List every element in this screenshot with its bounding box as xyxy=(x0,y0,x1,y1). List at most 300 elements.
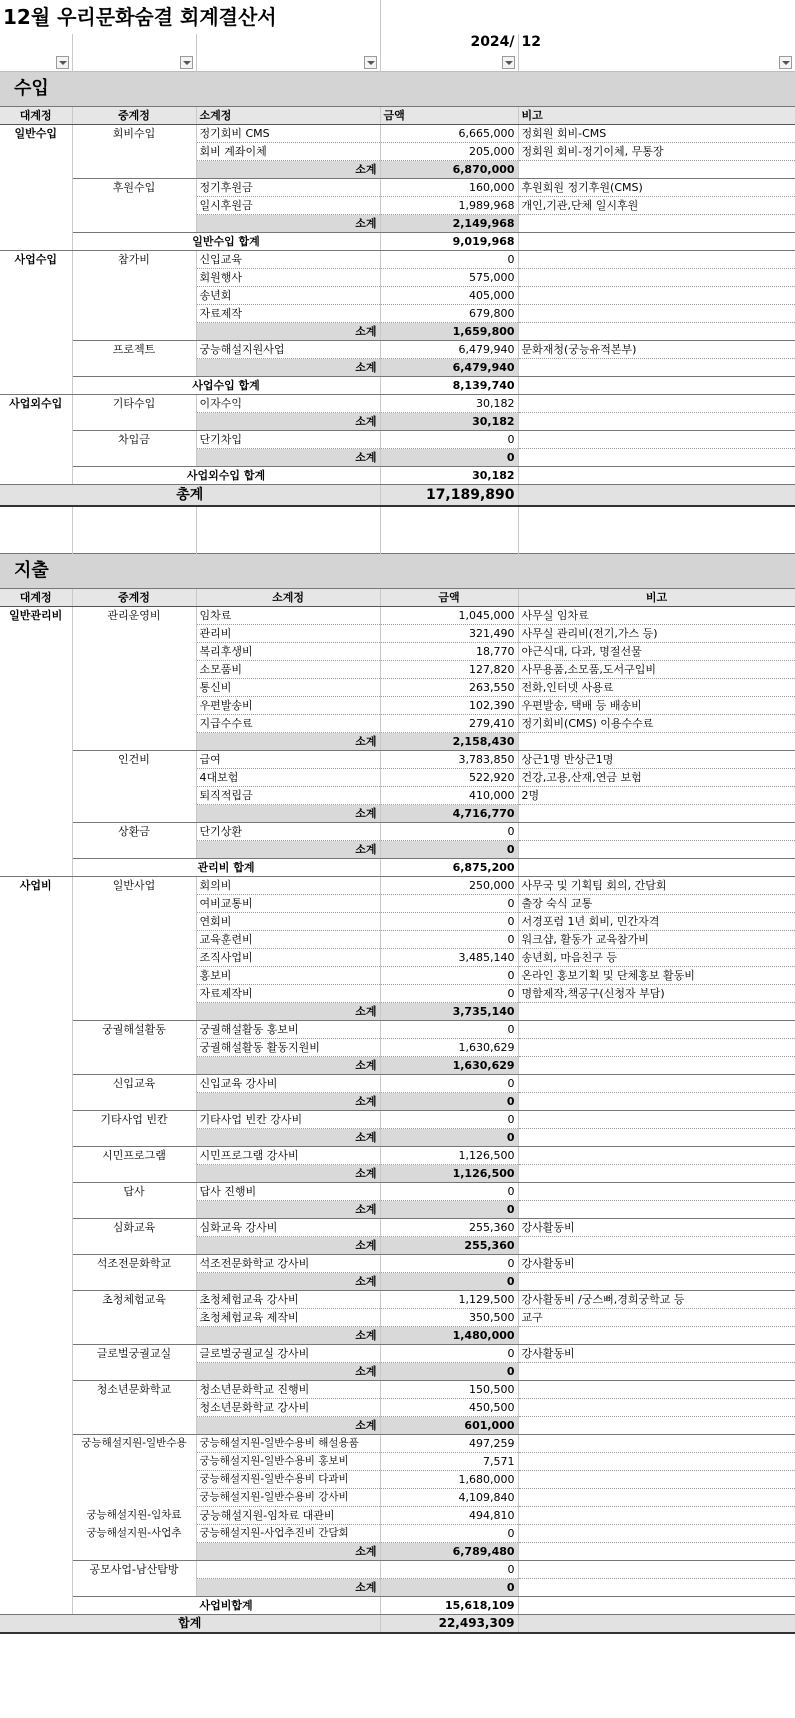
amount-cell: 0 xyxy=(380,895,518,913)
amount-cell: 1,045,000 xyxy=(380,607,518,625)
amount-cell: 0 xyxy=(380,823,518,841)
mid-account: 궁능해설지원-일반수용 xyxy=(72,1435,196,1453)
subtotal-value: 255,360 xyxy=(380,1237,518,1255)
mid-account: 차입금 xyxy=(72,430,196,466)
grand-total-label: 합계 xyxy=(0,1615,380,1634)
amount-cell: 0 xyxy=(380,1111,518,1129)
note-cell: 정기회비(CMS) 이용수수료 xyxy=(518,715,795,733)
subtotal-note xyxy=(518,1543,795,1561)
sheet-title: 12월 우리문화숨결 회계결산서 xyxy=(0,0,380,34)
amount-cell: 160,000 xyxy=(380,178,518,196)
group-total-row xyxy=(0,1597,795,1615)
blank-cell xyxy=(518,506,795,530)
sub-account: 일시후원금 xyxy=(196,196,380,214)
amount-cell: 679,800 xyxy=(380,304,518,322)
amount-cell: 0 xyxy=(380,1561,518,1579)
grand-total-value: 22,493,309 xyxy=(380,1615,518,1634)
amount-cell: 1,680,000 xyxy=(380,1471,518,1489)
note-cell: 우편발송, 택배 등 배송비 xyxy=(518,697,795,715)
blank-cell xyxy=(380,530,518,554)
sub-account: 궁능해설지원-일반수용비 강사비 xyxy=(196,1489,380,1507)
subtotal-note xyxy=(518,1273,795,1291)
filter-dropdown-icon[interactable] xyxy=(56,56,69,69)
subtotal-label: 소계 xyxy=(196,841,380,859)
group-total-value: 15,618,109 xyxy=(380,1597,518,1615)
subtotal-value: 0 xyxy=(380,841,518,859)
note-cell: 송년회, 마음친구 등 xyxy=(518,949,795,967)
subtotal-note xyxy=(518,1237,795,1255)
grand-total-label: 총계 xyxy=(0,484,380,506)
subtotal-value: 6,870,000 xyxy=(380,160,518,178)
mid-account-blank xyxy=(72,1453,196,1471)
note-cell: 온라인 홍보기획 및 단체홍보 활동비 xyxy=(518,967,795,985)
subtotal-value: 1,480,000 xyxy=(380,1327,518,1345)
amount-cell: 4,109,840 xyxy=(380,1489,518,1507)
subtotal-note xyxy=(518,412,795,430)
note-cell: 건강,고용,산재,연금 보험 xyxy=(518,769,795,787)
note-cell xyxy=(518,1471,795,1489)
sub-account: 복리후생비 xyxy=(196,643,380,661)
sub-account: 궁능해설지원-사업추진비 간담회 xyxy=(196,1525,380,1543)
header-major-account: 대계정 xyxy=(0,589,72,607)
group-total-row xyxy=(0,859,795,877)
subtotal-label: 소계 xyxy=(196,805,380,823)
amount-cell: 1,126,500 xyxy=(380,1147,518,1165)
amount-cell: 0 xyxy=(380,1345,518,1363)
mid-account: 시민프로그램 xyxy=(72,1147,196,1183)
subtotal-label: 소계 xyxy=(196,1165,380,1183)
sub-account: 송년회 xyxy=(196,286,380,304)
sub-account: 홍보비 xyxy=(196,967,380,985)
header-note: 비고 xyxy=(518,589,795,607)
sub-account: 청소년문화학교 강사비 xyxy=(196,1399,380,1417)
note-cell: 서경포럼 1년 회비, 민간자격 xyxy=(518,913,795,931)
note-cell: 사무국 및 기획팀 회의, 간담회 xyxy=(518,877,795,895)
sub-account: 초청체험교육 제작비 xyxy=(196,1309,380,1327)
grand-total-note xyxy=(518,484,795,506)
table-row xyxy=(0,178,795,196)
mid-account: 관리운영비 xyxy=(72,607,196,751)
filter-dropdown-icon[interactable] xyxy=(779,56,792,69)
mid-account: 일반사업 xyxy=(72,877,196,1021)
sub-account: 정기후원금 xyxy=(196,178,380,196)
subtotal-note xyxy=(518,448,795,466)
table-row xyxy=(0,1561,795,1579)
amount-cell: 0 xyxy=(380,1255,518,1273)
note-cell: 후원회원 정기후원(CMS) xyxy=(518,178,795,196)
subtotal-value: 6,789,480 xyxy=(380,1543,518,1561)
amount-cell: 494,810 xyxy=(380,1507,518,1525)
blank-cell xyxy=(380,506,518,530)
sub-account: 지급수수료 xyxy=(196,715,380,733)
subtotal-value: 4,716,770 xyxy=(380,805,518,823)
mid-account: 프로젝트 xyxy=(72,340,196,376)
subtotal-note xyxy=(518,1129,795,1147)
grand-total-value: 17,189,890 xyxy=(380,484,518,506)
header-amount: 금액 xyxy=(380,589,518,607)
amount-cell: 410,000 xyxy=(380,787,518,805)
subtotal-value: 0 xyxy=(380,1273,518,1291)
subtotal-note xyxy=(518,1093,795,1111)
amount-cell: 3,783,850 xyxy=(380,751,518,769)
amount-cell: 0 xyxy=(380,1525,518,1543)
sub-account: 회의비 xyxy=(196,877,380,895)
amount-cell: 3,485,140 xyxy=(380,949,518,967)
mid-account: 기타수입 xyxy=(72,394,196,430)
note-cell xyxy=(518,1039,795,1057)
subtotal-label: 소계 xyxy=(196,214,380,232)
note-cell: 정회원 회비-CMS xyxy=(518,124,795,142)
table-row xyxy=(0,1471,795,1489)
subtotal-label: 소계 xyxy=(196,1273,380,1291)
sub-account: 궁능해설지원-일반수용비 홍보비 xyxy=(196,1453,380,1471)
grand-total-note xyxy=(518,1615,795,1634)
amount-cell: 497,259 xyxy=(380,1435,518,1453)
subtotal-note xyxy=(518,1201,795,1219)
subtotal-value: 0 xyxy=(380,1093,518,1111)
note-cell: 강사활동비 xyxy=(518,1219,795,1237)
note-cell xyxy=(518,1147,795,1165)
header-mid-account: 중계정 xyxy=(72,106,196,124)
table-row xyxy=(0,1219,795,1237)
subtotal-label: 소계 xyxy=(196,1201,380,1219)
sub-account: 교육훈련비 xyxy=(196,931,380,949)
subtotal-note xyxy=(518,1363,795,1381)
amount-cell: 7,571 xyxy=(380,1453,518,1471)
subtotal-value: 0 xyxy=(380,1579,518,1597)
header-sub-account: 소계정 xyxy=(196,106,380,124)
blank-cell xyxy=(0,506,72,530)
subtotal-row xyxy=(0,1543,795,1561)
note-cell: 명함제작,책공구(신청자 부담) xyxy=(518,985,795,1003)
sub-account: 궁능해설지원사업 xyxy=(196,340,380,358)
note-cell: 사무실 임차료 xyxy=(518,607,795,625)
mid-account: 기타사업 빈칸 xyxy=(72,1111,196,1147)
group-total-note xyxy=(518,232,795,250)
mid-account: 답사 xyxy=(72,1183,196,1219)
subtotal-label: 소계 xyxy=(196,1327,380,1345)
major-account: 사업외수입 xyxy=(0,394,72,484)
subtotal-label: 소계 xyxy=(196,1579,380,1597)
note-cell xyxy=(518,1453,795,1471)
table-row xyxy=(0,1021,795,1039)
group-total-label: 사업비합계 xyxy=(72,1597,380,1615)
mid-account: 후원수입 xyxy=(72,178,196,232)
amount-cell: 0 xyxy=(380,913,518,931)
amount-cell: 0 xyxy=(380,931,518,949)
mid-account: 회비수입 xyxy=(72,124,196,178)
note-cell xyxy=(518,1525,795,1543)
table-row xyxy=(0,394,795,412)
subtotal-label: 소계 xyxy=(196,358,380,376)
sub-account: 단기차입 xyxy=(196,430,380,448)
subtotal-value: 1,126,500 xyxy=(380,1165,518,1183)
note-cell xyxy=(518,1507,795,1525)
subtotal-value: 6,479,940 xyxy=(380,358,518,376)
note-cell: 강사활동비 xyxy=(518,1255,795,1273)
filter-dropdown-icon[interactable] xyxy=(364,56,377,69)
note-cell xyxy=(518,394,795,412)
subtotal-label: 소계 xyxy=(196,322,380,340)
note-cell: 출장 숙식 교통 xyxy=(518,895,795,913)
filter-dropdown-icon[interactable] xyxy=(502,56,515,69)
mid-account: 궁능해설지원-사업추 xyxy=(72,1525,196,1543)
sub-account: 단기상환 xyxy=(196,823,380,841)
sub-account: 초청체험교육 강사비 xyxy=(196,1291,380,1309)
subtotal-value: 30,182 xyxy=(380,412,518,430)
amount-cell: 18,770 xyxy=(380,643,518,661)
mid-account-blank xyxy=(72,1543,196,1561)
mid-account: 궁궐해설활동 xyxy=(72,1021,196,1075)
group-total-value: 8,139,740 xyxy=(380,376,518,394)
note-cell xyxy=(518,430,795,448)
note-cell: 강사활동비 xyxy=(518,1345,795,1363)
major-account: 사업수입 xyxy=(0,250,72,394)
sub-account: 자료제작비 xyxy=(196,985,380,1003)
amount-cell: 279,410 xyxy=(380,715,518,733)
subtotal-value: 0 xyxy=(380,448,518,466)
amount-cell: 1,989,968 xyxy=(380,196,518,214)
group-total-value: 6,875,200 xyxy=(380,859,518,877)
sub-account: 신입교육 강사비 xyxy=(196,1075,380,1093)
note-cell: 정회원 회비-정기이체, 무통장 xyxy=(518,142,795,160)
sub-account: 4대보험 xyxy=(196,769,380,787)
amount-cell: 350,500 xyxy=(380,1309,518,1327)
table-row xyxy=(0,877,795,895)
table-row xyxy=(0,1381,795,1399)
table-row xyxy=(0,250,795,268)
section-header-row xyxy=(0,71,795,106)
sub-account: 심화교육 강사비 xyxy=(196,1219,380,1237)
amount-cell: 405,000 xyxy=(380,286,518,304)
subtotal-note xyxy=(518,1003,795,1021)
sub-account: 글로벌궁궐교실 강사비 xyxy=(196,1345,380,1363)
table-row xyxy=(0,1183,795,1201)
note-cell: 2명 xyxy=(518,787,795,805)
mid-account: 신입교육 xyxy=(72,1075,196,1111)
subtotal-label: 소계 xyxy=(196,1417,380,1435)
subtotal-label: 소계 xyxy=(196,448,380,466)
subtotal-value: 3,735,140 xyxy=(380,1003,518,1021)
column-header-row xyxy=(0,106,795,124)
group-total-row xyxy=(0,232,795,250)
header-amount: 금액 xyxy=(380,106,518,124)
table-row xyxy=(0,751,795,769)
sub-account: 궁능해설지원-일반수용비 해설용품 xyxy=(196,1435,380,1453)
blank-cell xyxy=(0,530,72,554)
note-cell: 전화,인터넷 사용료 xyxy=(518,679,795,697)
table-row xyxy=(0,1111,795,1129)
blank-row xyxy=(0,506,795,530)
column-header-row xyxy=(0,589,795,607)
subtotal-label: 소계 xyxy=(196,1003,380,1021)
blank-cell xyxy=(518,530,795,554)
amount-cell: 0 xyxy=(380,430,518,448)
amount-cell: 102,390 xyxy=(380,697,518,715)
blank-cell xyxy=(196,506,380,530)
subtotal-label: 소계 xyxy=(196,160,380,178)
amount-cell: 0 xyxy=(380,1183,518,1201)
subtotal-note xyxy=(518,214,795,232)
subtotal-note xyxy=(518,1327,795,1345)
sub-account: 석조전문화학교 강사비 xyxy=(196,1255,380,1273)
subtotal-note xyxy=(518,805,795,823)
sub-account: 회원행사 xyxy=(196,268,380,286)
sub-account: 우편발송비 xyxy=(196,697,380,715)
group-total-note xyxy=(518,859,795,877)
group-total-value: 30,182 xyxy=(380,466,518,484)
section-title: 수입 xyxy=(0,71,795,106)
section-title: 지출 xyxy=(0,554,795,589)
sub-account: 궁궐해설활동 홍보비 xyxy=(196,1021,380,1039)
amount-cell: 450,500 xyxy=(380,1399,518,1417)
sub-account: 이자수익 xyxy=(196,394,380,412)
sub-account: 궁궐해설활동 활동지원비 xyxy=(196,1039,380,1057)
table-row xyxy=(0,124,795,142)
sub-account: 조직사업비 xyxy=(196,949,380,967)
subtotal-note xyxy=(518,1417,795,1435)
section-header-row xyxy=(0,554,795,589)
sub-account: 임차료 xyxy=(196,607,380,625)
table-row xyxy=(0,1525,795,1543)
note-cell xyxy=(518,1381,795,1399)
sub-account: 기타사업 빈칸 강사비 xyxy=(196,1111,380,1129)
subtotal-label: 소계 xyxy=(196,1093,380,1111)
note-cell xyxy=(518,1075,795,1093)
sub-account: 퇴직적립금 xyxy=(196,787,380,805)
group-total-note xyxy=(518,376,795,394)
sub-account xyxy=(196,1561,380,1579)
amount-cell: 0 xyxy=(380,250,518,268)
note-cell: 개인,기관,단체 일시후원 xyxy=(518,196,795,214)
sub-account: 연회비 xyxy=(196,913,380,931)
table-row xyxy=(0,1147,795,1165)
grand-total-row xyxy=(0,1615,795,1634)
table-row xyxy=(0,1507,795,1525)
major-account: 일반수입 xyxy=(0,124,72,250)
subtotal-note xyxy=(518,1165,795,1183)
amount-cell: 263,550 xyxy=(380,679,518,697)
sub-account: 궁능해설지원-임차료 대관비 xyxy=(196,1507,380,1525)
amount-cell: 321,490 xyxy=(380,625,518,643)
group-total-row xyxy=(0,466,795,484)
amount-cell: 255,360 xyxy=(380,1219,518,1237)
mid-account: 초청체험교육 xyxy=(72,1291,196,1345)
sub-account: 시민프로그램 강사비 xyxy=(196,1147,380,1165)
subtotal-label: 소계 xyxy=(196,1057,380,1075)
subtotal-note xyxy=(518,733,795,751)
sub-account: 답사 진행비 xyxy=(196,1183,380,1201)
amount-cell: 30,182 xyxy=(380,394,518,412)
subtotal-note xyxy=(518,160,795,178)
amount-cell: 1,630,629 xyxy=(380,1039,518,1057)
note-cell xyxy=(518,1399,795,1417)
header-mid-account: 중계정 xyxy=(72,589,196,607)
year-cell: 2024/ xyxy=(380,34,518,51)
note-cell: 야근식대, 다과, 명절선물 xyxy=(518,643,795,661)
amount-cell: 575,000 xyxy=(380,268,518,286)
table-row xyxy=(0,823,795,841)
sub-account: 소모품비 xyxy=(196,661,380,679)
sub-account: 관리비 xyxy=(196,625,380,643)
note-cell xyxy=(518,286,795,304)
amount-cell: 1,129,500 xyxy=(380,1291,518,1309)
mid-account: 공모사업-남산탐방 xyxy=(72,1561,196,1597)
header-note: 비고 xyxy=(518,106,795,124)
note-cell xyxy=(518,1183,795,1201)
subtotal-label: 소계 xyxy=(196,1363,380,1381)
subtotal-label: 소계 xyxy=(196,733,380,751)
grand-total-row xyxy=(0,484,795,506)
note-cell: 사무용품,소모품,도서구입비 xyxy=(518,661,795,679)
subtotal-note xyxy=(518,841,795,859)
sub-account: 청소년문화학교 진행비 xyxy=(196,1381,380,1399)
header-major-account: 대계정 xyxy=(0,106,72,124)
mid-account: 청소년문화학교 xyxy=(72,1381,196,1435)
filter-dropdown-icon[interactable] xyxy=(180,56,193,69)
subtotal-note xyxy=(518,1057,795,1075)
header-sub-account: 소계정 xyxy=(196,589,380,607)
subtotal-label: 소계 xyxy=(196,412,380,430)
subtotal-note xyxy=(518,1579,795,1597)
note-cell: 교구 xyxy=(518,1309,795,1327)
mid-account: 석조전문화학교 xyxy=(72,1255,196,1291)
subtotal-value: 1,630,629 xyxy=(380,1057,518,1075)
note-cell: 워크샵, 활동가 교육참가비 xyxy=(518,931,795,949)
subtotal-note xyxy=(518,358,795,376)
note-cell xyxy=(518,268,795,286)
amount-cell: 522,920 xyxy=(380,769,518,787)
mid-account: 참가비 xyxy=(72,250,196,340)
amount-cell: 0 xyxy=(380,1075,518,1093)
note-cell xyxy=(518,1111,795,1129)
subtotal-note xyxy=(518,322,795,340)
sub-account: 자료제작 xyxy=(196,304,380,322)
subtotal-value: 601,000 xyxy=(380,1417,518,1435)
group-total-row xyxy=(0,376,795,394)
sub-account: 통신비 xyxy=(196,679,380,697)
subtotal-value: 0 xyxy=(380,1363,518,1381)
group-total-note xyxy=(518,466,795,484)
note-cell xyxy=(518,823,795,841)
note-cell xyxy=(518,1435,795,1453)
subtotal-value: 2,158,430 xyxy=(380,733,518,751)
month-cell: 12 xyxy=(518,34,795,51)
group-total-value: 9,019,968 xyxy=(380,232,518,250)
table-row xyxy=(0,1435,795,1453)
amount-cell: 205,000 xyxy=(380,142,518,160)
subtotal-value: 0 xyxy=(380,1129,518,1147)
table-row xyxy=(0,1255,795,1273)
note-cell xyxy=(518,250,795,268)
blank-cell xyxy=(72,506,196,530)
blank-cell xyxy=(196,530,380,554)
mid-account-blank xyxy=(72,1489,196,1507)
subtotal-label: 소계 xyxy=(196,1543,380,1561)
amount-cell: 150,500 xyxy=(380,1381,518,1399)
mid-account: 심화교육 xyxy=(72,1219,196,1255)
table-row xyxy=(0,340,795,358)
note-cell xyxy=(518,1489,795,1507)
amount-cell: 6,479,940 xyxy=(380,340,518,358)
sub-account: 급여 xyxy=(196,751,380,769)
blank-cell xyxy=(72,530,196,554)
note-cell xyxy=(518,1561,795,1579)
mid-account: 궁능해설지원-임차료 xyxy=(72,1507,196,1525)
mid-account-blank xyxy=(72,1471,196,1489)
table-row xyxy=(0,1345,795,1363)
amount-cell: 250,000 xyxy=(380,877,518,895)
